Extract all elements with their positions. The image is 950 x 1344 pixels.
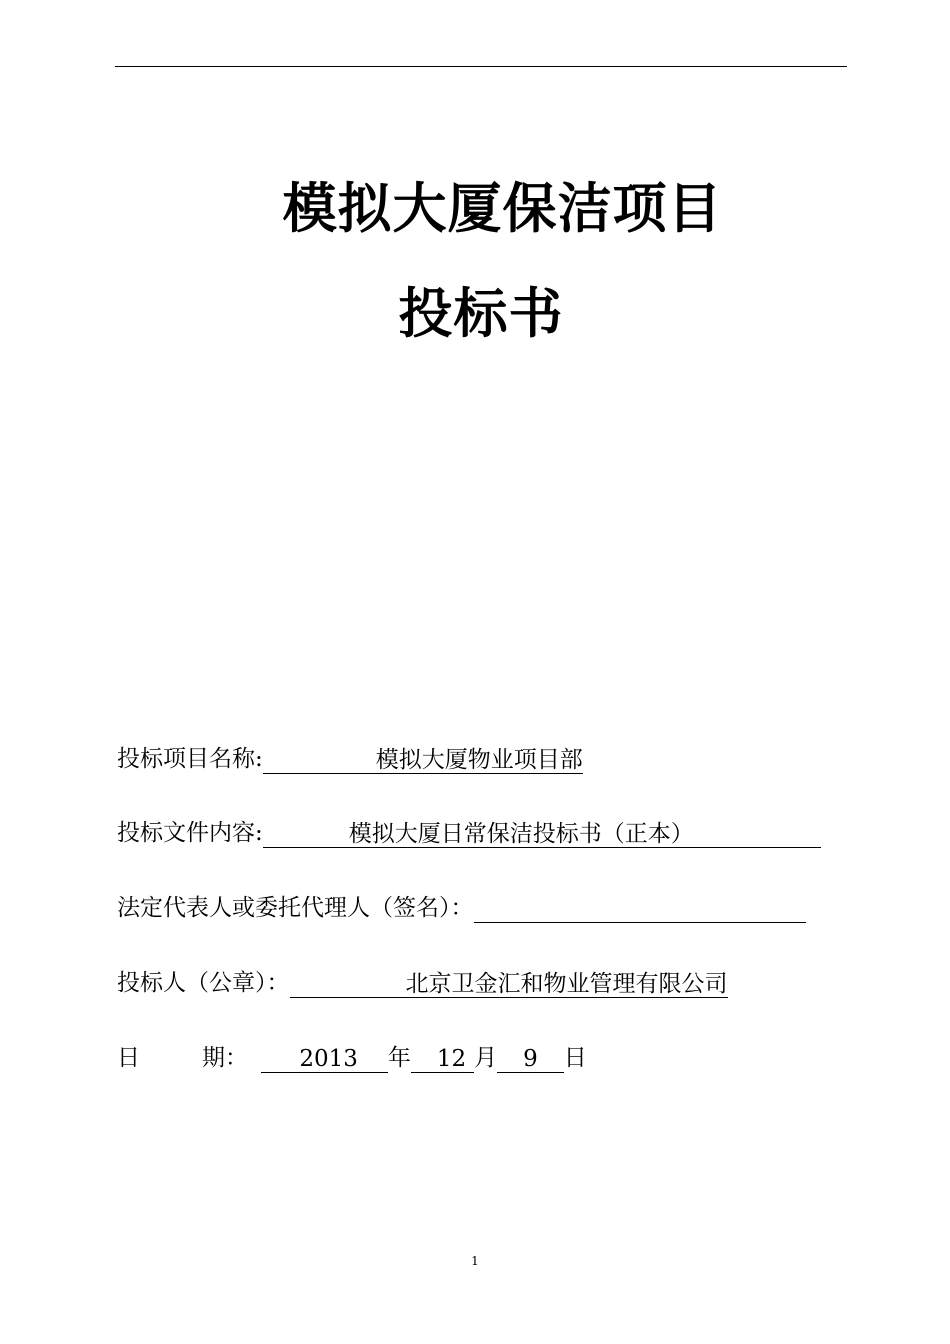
date-month: 12 [411, 1046, 474, 1073]
file-content-row [117, 818, 821, 848]
date-year: 2013 [261, 1046, 388, 1073]
signatory-label: 法定代表人或委托代理人（签名）： [117, 895, 474, 921]
bidder-row [117, 968, 728, 998]
document-title: 模拟大厦保洁项目 [282, 176, 723, 240]
page-number: 1 [471, 1254, 479, 1268]
date-day: 9 [497, 1046, 564, 1073]
day-unit: 日 [563, 1045, 587, 1071]
header-rule [115, 66, 847, 67]
project-name-value: 模拟大厦物业项目部 [263, 747, 583, 774]
project-name-label: 投标项目名称: [117, 746, 263, 772]
date-label-period: 期： [202, 1045, 248, 1071]
signatory-row [117, 893, 806, 923]
signatory-signature-line [474, 922, 806, 923]
project-name-row [117, 744, 583, 774]
year-unit: 年 [387, 1045, 411, 1071]
file-content-value: 模拟大厦日常保洁投标书（正本） [263, 821, 821, 848]
month-unit: 月 [474, 1045, 498, 1071]
file-content-label: 投标文件内容: [117, 820, 263, 846]
date-label-day: 日 [117, 1045, 140, 1071]
date-row [117, 1043, 587, 1073]
bidder-value: 北京卫金汇和物业管理有限公司 [290, 971, 728, 998]
document-subtitle: 投标书 [398, 281, 564, 345]
bidder-label: 投标人（公章）： [117, 970, 290, 996]
